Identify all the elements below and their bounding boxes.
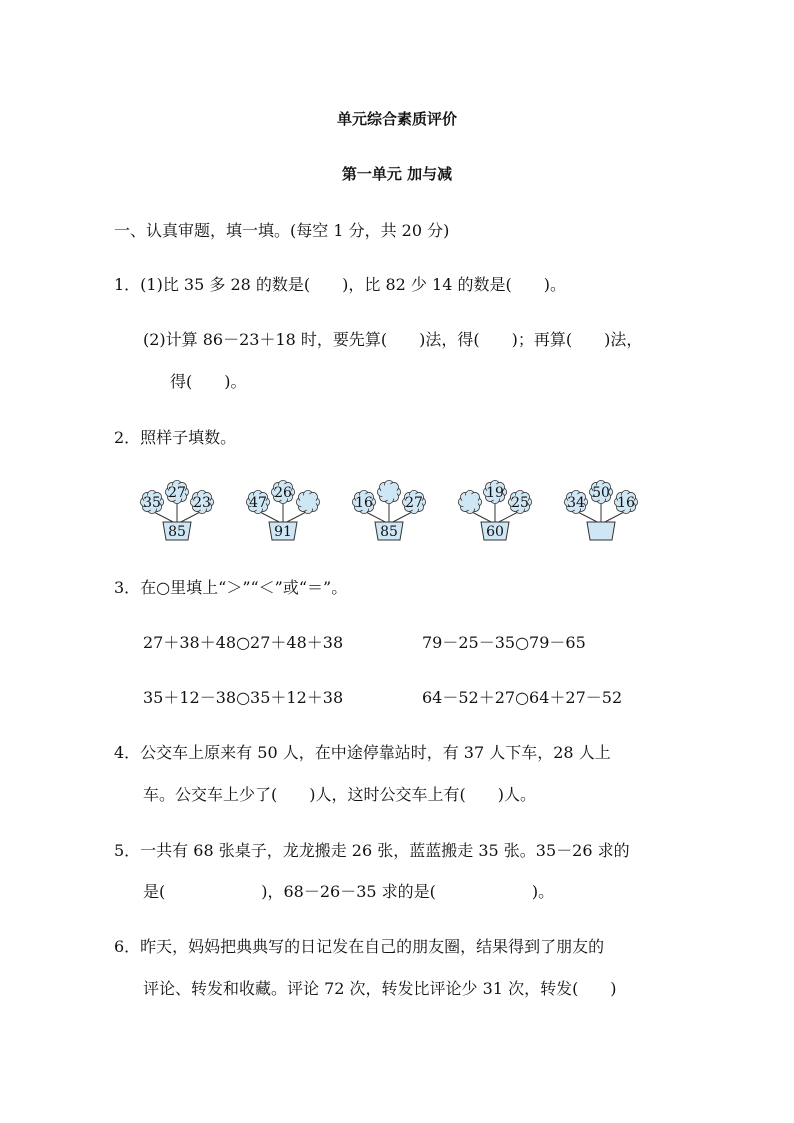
blossom-top <box>483 480 506 503</box>
flower-pot-figure <box>132 476 232 542</box>
section-heading: 一、认真审题，填一填。(每空 1 分，共 20 分) <box>114 221 450 240</box>
q1-line1: 1．(1)比 35 多 28 的数是( )，比 82 少 14 的数是( )。 <box>114 275 566 294</box>
q4-line2: 车。公交车上少了( )人，这时公交车上有( )人。 <box>143 785 536 804</box>
blossom-number: 27 <box>168 485 186 501</box>
flower-pot-3 <box>344 476 444 542</box>
blossom-number: 26 <box>274 485 292 501</box>
q6-line1: 6．昨天，妈妈把典典写的日记发在自己的朋友圈，结果得到了朋友的 <box>114 937 605 956</box>
blossom-left <box>140 490 163 513</box>
blossom-number: 35 <box>143 495 161 511</box>
blossom-right <box>614 490 637 513</box>
q3-row2-left: 35＋12－38○35＋12＋38 <box>143 688 344 707</box>
flower-pot-figure <box>238 476 338 542</box>
flower-pot-figure <box>450 476 550 542</box>
pot-number: 85 <box>168 524 186 540</box>
blossom-left <box>246 490 269 513</box>
q4-line1: 4．公交车上原来有 50 人，在中途停靠站时，有 37 人下车，28 人上 <box>114 743 611 762</box>
blossom-top <box>589 480 612 503</box>
pot-shape <box>587 522 615 540</box>
flower-pot-4 <box>450 476 550 542</box>
flower-pots-row <box>132 476 652 546</box>
page-title: 单元综合素质评价 <box>336 110 457 128</box>
blossom-number: 25 <box>511 495 529 511</box>
blossom-right <box>296 490 319 513</box>
blossom-number: 19 <box>486 485 504 501</box>
blossom-number: 50 <box>592 485 610 501</box>
q1-line2: (2)计算 86－23＋18 时，要先算( )法，得( )；再算( )法， <box>143 330 643 349</box>
q5-line2: 是( )，68－26－35 求的是( )。 <box>143 882 555 901</box>
blossom-number: 23 <box>193 495 211 511</box>
blossom-left <box>564 490 587 513</box>
flower-pot-1 <box>132 476 232 542</box>
blossom-top <box>377 480 400 503</box>
blossom-number: 16 <box>355 495 373 511</box>
flower-pot-figure <box>556 476 656 542</box>
blossom-number: 27 <box>405 495 423 511</box>
blossom-number: 16 <box>617 495 635 511</box>
q3-row1-right: 79－25－35○79－65 <box>422 633 586 652</box>
q2-prompt: 2．照样子填数。 <box>114 428 237 447</box>
pot-number: 91 <box>274 524 292 540</box>
q6-line2: 评论、转发和收藏。评论 72 次，转发比评论少 31 次，转发( ) <box>143 979 617 998</box>
blossom-number: 34 <box>567 495 585 511</box>
blossom-top <box>165 480 188 503</box>
flower-pot-2 <box>238 476 338 542</box>
blossom-number: 47 <box>249 495 267 511</box>
pot-number: 85 <box>380 524 398 540</box>
q3-prompt: 3．在○里填上“＞”“＜”或“＝”。 <box>114 578 348 597</box>
q3-row1-left: 27＋38＋48○27＋48＋38 <box>143 633 344 652</box>
unit-subtitle: 第一单元 加与减 <box>341 165 453 183</box>
blossom-right <box>402 490 425 513</box>
blossom-right <box>508 490 531 513</box>
flower-pot-5 <box>556 476 656 542</box>
blossom-top <box>271 480 294 503</box>
q3-row2-right: 64－52＋27○64＋27－52 <box>422 688 623 707</box>
blossom-left <box>352 490 375 513</box>
blossom-left <box>458 490 481 513</box>
flower-pot-figure <box>344 476 444 542</box>
blossom-right <box>190 490 213 513</box>
q5-line1: 5．一共有 68 张桌子，龙龙搬走 26 张，蓝蓝搬走 35 张。35－26 求的 <box>114 841 630 860</box>
q1-line3: 得( )。 <box>170 372 247 391</box>
pot-number: 60 <box>486 524 504 540</box>
